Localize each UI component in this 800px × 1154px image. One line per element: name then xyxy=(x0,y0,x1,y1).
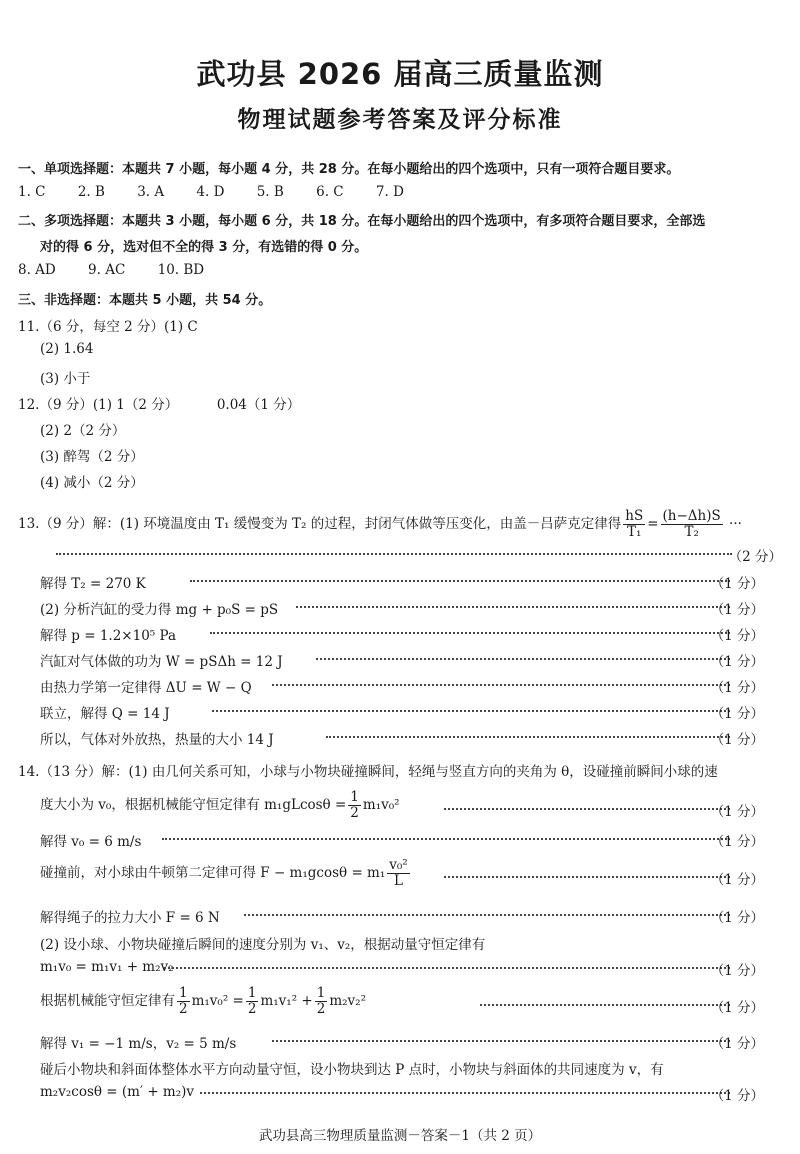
q12-line1 xyxy=(18,393,784,413)
q14-line3 xyxy=(40,830,784,850)
q14-line11 xyxy=(40,1084,784,1104)
row-text: 解得 p = 1.2×10⁵ Pa xyxy=(40,628,177,644)
row-text: 解得 T₂ = 270 K xyxy=(40,576,146,592)
q14-line8-c: m₁v₁² + xyxy=(260,993,313,1009)
score-points: （1 分） xyxy=(710,654,764,670)
frac-num: (h−Δh)S xyxy=(662,508,721,524)
row-text: 所以，气体对外放热，热量的大小 14 J xyxy=(40,732,274,748)
dot-leader xyxy=(444,806,730,810)
score-points: （1 分） xyxy=(710,804,764,820)
answer-5: 5. B xyxy=(256,184,284,200)
q13-row-2 xyxy=(40,624,784,644)
dot-leader xyxy=(210,630,730,634)
frac-num: 1 xyxy=(247,985,257,1001)
row-text: 联立，解得 Q = 14 J xyxy=(40,706,170,722)
score-points: （1 分） xyxy=(710,963,764,979)
dot-leader xyxy=(272,682,730,686)
dot-leader xyxy=(480,1002,730,1006)
answer-9: 9. AC xyxy=(88,262,126,278)
q14-line9 xyxy=(40,1032,784,1052)
q14-line2-tail: m₁v₀² xyxy=(362,797,400,813)
dot-leader xyxy=(200,1090,730,1094)
page-footer: 武功县高三物理质量监测－答案－1（共 2 页） xyxy=(258,1128,542,1144)
q13-row-6 xyxy=(40,728,784,748)
score-points: （1 分） xyxy=(710,732,764,748)
score-points: （1 分） xyxy=(710,680,764,696)
frac-half xyxy=(177,986,190,1017)
score-points: （1 分） xyxy=(710,602,764,618)
q14-line10: 碰后小物块和斜面体整体水平方向动量守恒，设小物块到达 P 点时，小物块与斜面体的共同速度为 v，有 xyxy=(40,1062,664,1078)
answer-6: 6. C xyxy=(316,184,344,200)
dot-leader xyxy=(162,836,730,840)
section3-heading: 三、非选择题：本题共 5 小题，共 54 分。 xyxy=(18,293,272,308)
page-title: 武功县 2026 届高三质量监测 xyxy=(196,57,604,91)
row-text: 解得绳子的拉力大小 F = 6 N xyxy=(40,910,220,926)
q14-line8-d: m₂v₂² xyxy=(329,993,367,1009)
dot-leader xyxy=(444,874,730,878)
dot-leader xyxy=(316,656,730,660)
q12-line3: (3) 醉驾（2 分） xyxy=(40,449,144,465)
dot-leader xyxy=(244,912,730,916)
dot-leader xyxy=(164,965,730,969)
q13-row-4 xyxy=(40,676,784,696)
row-text: 解得 v₁ = −1 m/s，v₂ = 5 m/s xyxy=(40,1036,237,1052)
q13-frac-right xyxy=(661,509,723,540)
dot-leader xyxy=(190,578,730,582)
row-text: m₂v₂cosθ = (m′ + m₂)v xyxy=(40,1084,195,1100)
q14-line4 xyxy=(40,858,784,889)
frac-half xyxy=(315,986,328,1017)
q11-line3: (3) 小于 xyxy=(40,371,91,387)
frac-num: hS xyxy=(625,508,644,524)
page-subtitle: 物理试题参考答案及评分标准 xyxy=(237,107,563,133)
q13-row-1 xyxy=(40,598,784,618)
q14-line7 xyxy=(40,959,784,979)
answer-10: 10. BD xyxy=(157,262,205,278)
answer-3: 3. A xyxy=(137,184,165,200)
q14-line4-text: 碰撞前，对小球由牛顿第二定律可得 F − m₁gcosθ = m₁ xyxy=(40,865,386,881)
q14-line8-text: 根据机械能守恒定律有 xyxy=(40,993,175,1009)
row-text: (2) 分析汽缸的受力得 mg + p₀S = pS xyxy=(40,602,279,618)
q12-line2: (2) 2（2 分） xyxy=(40,423,126,439)
q12-part1: 12.（9 分）(1) 1（2 分） xyxy=(18,397,179,413)
frac-den: T₁ xyxy=(627,524,642,540)
section2-heading-line1: 二、多项选择题：本题共 3 小题，每小题 6 分，共 18 分。在每小题给出的四个选项中，有多项符合题目要求，全部选 xyxy=(18,214,706,229)
section1-answers xyxy=(18,184,784,200)
answer-2: 2. B xyxy=(77,184,105,200)
section2-answers xyxy=(18,262,784,278)
section1-heading: 一、单项选择题：本题共 7 小题，每小题 4 分，共 28 分。在每小题给出的四个选项中，只有一项符合题目要求。 xyxy=(18,162,680,177)
q11-line2: (2) 1.64 xyxy=(40,341,94,357)
frac-num: v₀² xyxy=(389,857,408,873)
q14-line2 xyxy=(40,790,784,821)
answer-8: 8. AD xyxy=(18,262,56,278)
q14-line8 xyxy=(40,986,784,1017)
row-text: 汽缸对气体做的功为 W = pSΔh = 12 J xyxy=(40,654,283,670)
frac-half xyxy=(348,790,361,821)
q11-line1: 11.（6 分，每空 2 分）(1) C xyxy=(18,319,198,335)
q13-row-5 xyxy=(40,702,784,722)
score-points: （1 分） xyxy=(710,628,764,644)
frac-half xyxy=(246,986,259,1017)
score-points: （1 分） xyxy=(710,834,764,850)
frac-den: L xyxy=(394,873,403,889)
frac-den: 2 xyxy=(179,1001,188,1017)
score-points: （1 分） xyxy=(710,910,764,926)
score-points: （1 分） xyxy=(710,1000,764,1016)
score-points: （2 分） xyxy=(728,549,782,565)
frac-den: T₂ xyxy=(684,524,699,540)
q14-line1: 14.（13 分）解：(1) 由几何关系可知，小球与小物块碰撞瞬间，轻绳与竖直方向的夹角为 θ，设碰撞前瞬间小球的速 xyxy=(18,764,718,780)
dot-leader xyxy=(326,734,730,738)
q13-frac-left xyxy=(623,509,645,540)
row-text: 由热力学第一定律得 ΔU = W − Q xyxy=(40,680,252,696)
score-points: （1 分） xyxy=(710,706,764,722)
q12-line4: (4) 减小（2 分） xyxy=(40,475,144,491)
frac-num: 1 xyxy=(350,789,359,805)
answer-1: 1. C xyxy=(18,184,46,200)
q14-line6: (2) 设小球、小物块碰撞后瞬间的速度分别为 v₁、v₂，根据动量守恒定律有 xyxy=(40,937,486,953)
frac-den: 2 xyxy=(350,805,359,821)
section2-heading-line2: 对的得 6 分，选对但不全的得 3 分，有选错的得 0 分。 xyxy=(40,240,368,255)
row-text: 解得 v₀ = 6 m/s xyxy=(40,834,142,850)
frac-num: 1 xyxy=(316,985,326,1001)
q13-line1-text: 13.（9 分）解：(1) 环境温度由 T₁ 缓慢变为 T₂ 的过程，封闭气体做等压变化，由盖－吕萨克定律得 xyxy=(18,516,622,532)
dot-leader xyxy=(212,708,730,712)
score-points: （1 分） xyxy=(710,1088,764,1104)
q12-part1b: 0.04（1 分） xyxy=(216,397,301,413)
dot-leader xyxy=(296,604,730,608)
answer-4: 4. D xyxy=(196,184,225,200)
frac-den: 2 xyxy=(316,1001,326,1017)
row-text: m₁v₀ = m₁v₁ + m₂v₂ xyxy=(40,959,174,975)
q13-row-0 xyxy=(40,572,784,592)
q14-line8-b: m₁v₀² = xyxy=(191,993,244,1009)
frac-den: 2 xyxy=(247,1001,257,1017)
dot-leader xyxy=(272,1038,730,1042)
q13-line1: 13.（9 分）解：(1) 环境温度由 T₁ 缓慢变为 T₂ 的过程，封闭气体做等压变化，由盖－吕萨克定律得 $\frac{hS}{\text{T₁}}$ = $\frac{(h-\Delta h)S}{\text{T₂}}$ ··· xyxy=(18,508,742,540)
score-points: （1 分） xyxy=(710,1036,764,1052)
score-points: （1 分） xyxy=(710,872,764,888)
dot-leader xyxy=(56,551,732,555)
score-points: （1 分） xyxy=(710,576,764,592)
q14-line5 xyxy=(40,906,784,926)
frac-num: 1 xyxy=(179,985,188,1001)
answer-7: 7. D xyxy=(375,184,404,200)
q13-row-3 xyxy=(40,650,784,670)
q14-line2-text: 度大小为 v₀，根据机械能守恒定律有 m₁gLcosθ = xyxy=(40,797,347,813)
frac-v0sq-over-L xyxy=(387,858,409,889)
